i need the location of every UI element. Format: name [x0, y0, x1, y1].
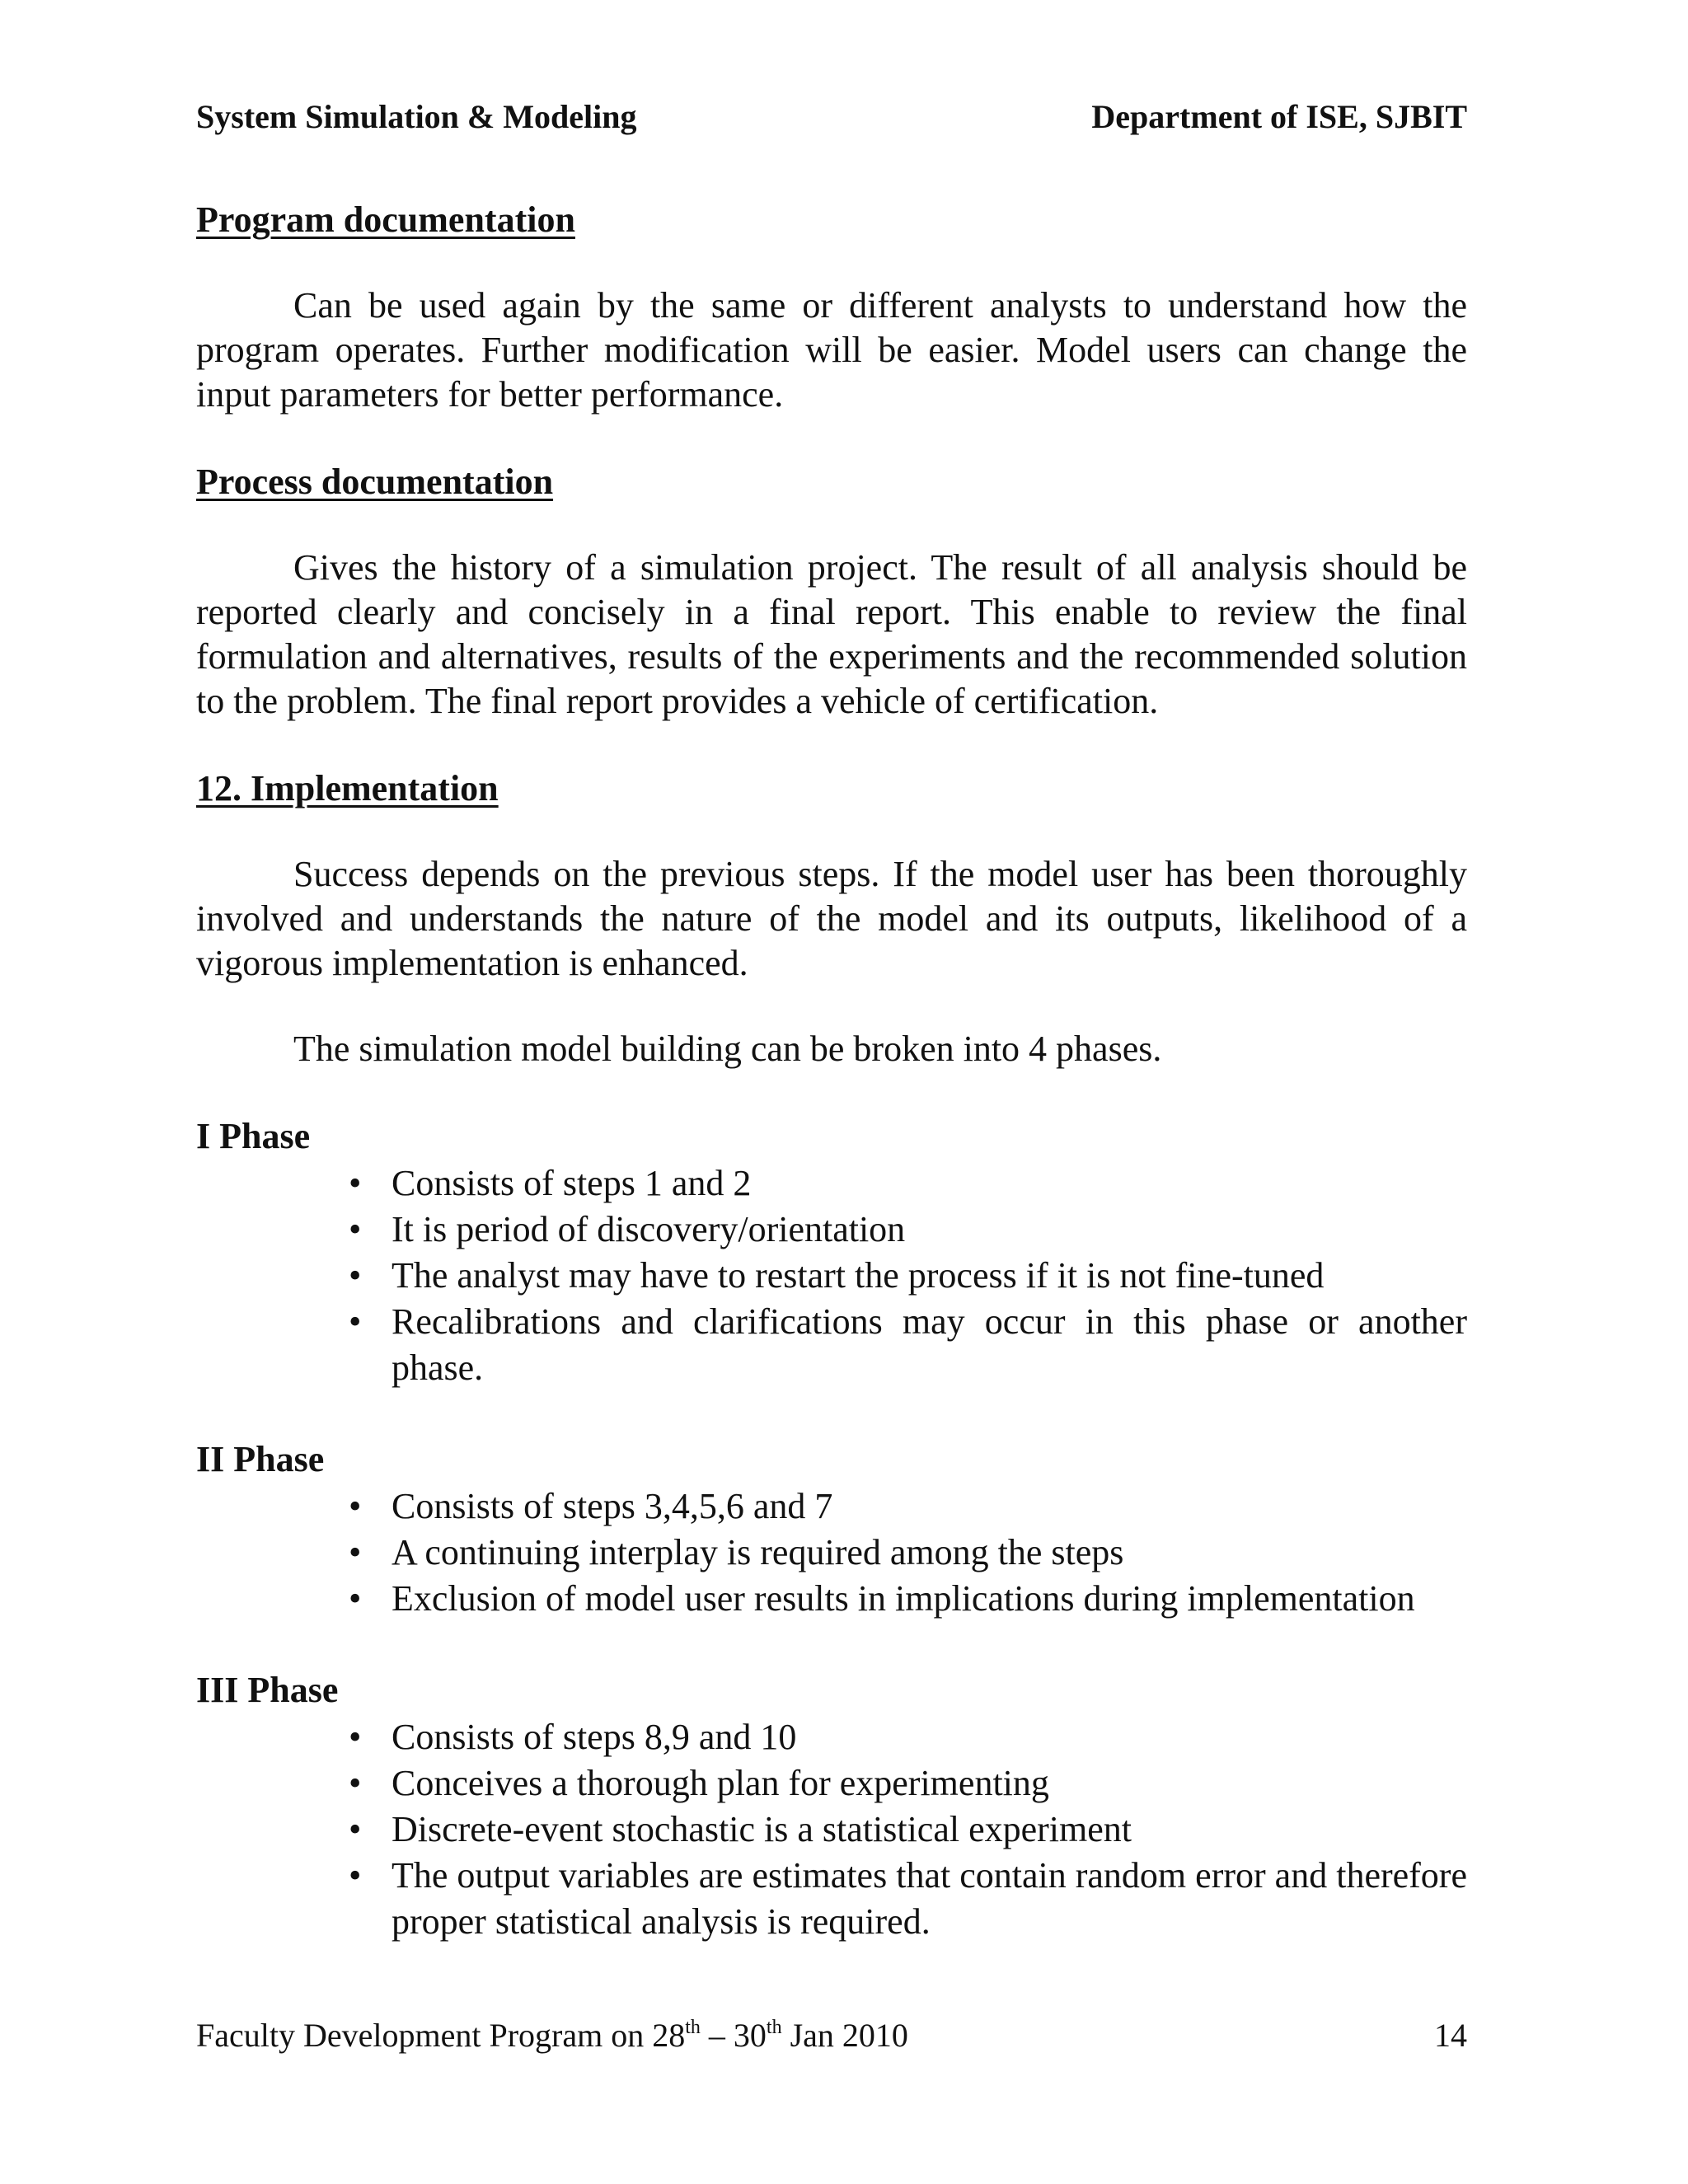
list-item — [349, 1483, 1467, 1530]
bullet-icon: • — [349, 1486, 362, 1526]
footer-text-part: Faculty Development Program on 28 — [196, 2017, 686, 2054]
bullet-icon: • — [349, 1255, 362, 1296]
phase-section — [196, 1668, 1467, 1945]
footer-text-part: Jan 2010 — [781, 2017, 908, 2054]
list-item-text: Discrete-event stochastic is a statistical experiment — [392, 1809, 1132, 1849]
paragraph-implementation: Success depends on the previous steps. If the model user has been thoroughly involved and understands the nature of the model and its outputs, likelihood of a vigorous implementation is enhanced. — [196, 854, 1467, 983]
paragraph-program-documentation: Can be used again by the same or different analysts to understand how the program operates. Further modification will be easier. Model users can change the input parameters for better performance. — [196, 285, 1467, 415]
document-page — [196, 0, 1467, 2184]
list-item — [349, 1714, 1467, 1760]
bullet-list — [196, 1714, 1467, 1945]
phase-section — [196, 1114, 1467, 1391]
list-item-text: Consists of steps 1 and 2 — [392, 1163, 752, 1203]
list-item-text: The analyst may have to restart the process if it is not fine-tuned — [392, 1255, 1325, 1296]
heading-process-documentation: Process documentation — [196, 462, 554, 502]
bullet-icon: • — [349, 1763, 362, 1803]
phase-section — [196, 1437, 1467, 1622]
list-item-text: Consists of steps 3,4,5,6 and 7 — [392, 1486, 833, 1526]
list-item-text: Conceives a thorough plan for experimenting — [392, 1763, 1049, 1803]
header-course-title: System Simulation & Modeling — [196, 98, 637, 135]
body-content — [196, 198, 1467, 1945]
heading-program-documentation: Program documentation — [196, 199, 575, 240]
list-item — [349, 1576, 1467, 1622]
paragraph-process-documentation: Gives the history of a simulation project. The result of all analysis should be reported clearly and concisely in a final report. This enable to review the final formulation and alternatives, results of the experiments and the recommended solution to the problem. The final report provides a vehicle of certification. — [196, 547, 1467, 721]
header-department: Department of ISE, SJBIT — [1091, 98, 1467, 135]
footer-event-text — [196, 2016, 908, 2055]
bullet-icon: • — [349, 1809, 362, 1849]
list-item-text: The output variables are estimates that contain random error and therefore proper statistical analysis is required. — [392, 1855, 1467, 1942]
bullet-icon: • — [349, 1163, 362, 1203]
list-item — [349, 1253, 1467, 1299]
footer-text-part: – 30 — [700, 2017, 767, 2054]
list-item-text: Consists of steps 8,9 and 10 — [392, 1717, 797, 1757]
list-item — [349, 1807, 1467, 1853]
bullet-icon: • — [349, 1301, 362, 1342]
list-item — [349, 1530, 1467, 1576]
list-item — [349, 1207, 1467, 1253]
bullet-icon: • — [349, 1717, 362, 1757]
list-item — [349, 1299, 1467, 1391]
bullet-list — [196, 1160, 1467, 1391]
bullet-icon: • — [349, 1532, 362, 1572]
bullet-list — [196, 1483, 1467, 1622]
page-number: 14 — [1434, 2017, 1467, 2054]
paragraph-phases-intro: The simulation model building can be broken into 4 phases. — [293, 1029, 1162, 1069]
heading-implementation: 12. Implementation — [196, 768, 499, 808]
list-item-text: Exclusion of model user results in implications during implementation — [392, 1578, 1415, 1619]
list-item-text: Recalibrations and clarifications may occur in this phase or another phase. — [392, 1301, 1467, 1388]
list-item — [349, 1760, 1467, 1807]
phase-heading: III Phase — [196, 1670, 339, 1710]
phase-heading: II Phase — [196, 1439, 325, 1479]
list-item-text: A continuing interplay is required among the steps — [392, 1532, 1124, 1572]
bullet-icon: • — [349, 1578, 362, 1619]
running-footer — [196, 2016, 1467, 2055]
list-item-text: It is period of discovery/orientation — [392, 1209, 906, 1249]
running-header — [196, 97, 1467, 137]
bullet-icon: • — [349, 1209, 362, 1249]
list-item — [349, 1853, 1467, 1945]
bullet-icon: • — [349, 1855, 362, 1896]
list-item — [349, 1160, 1467, 1207]
phase-heading: I Phase — [196, 1116, 311, 1156]
footer-superscript: th — [685, 2017, 701, 2038]
footer-superscript: th — [766, 2017, 782, 2038]
